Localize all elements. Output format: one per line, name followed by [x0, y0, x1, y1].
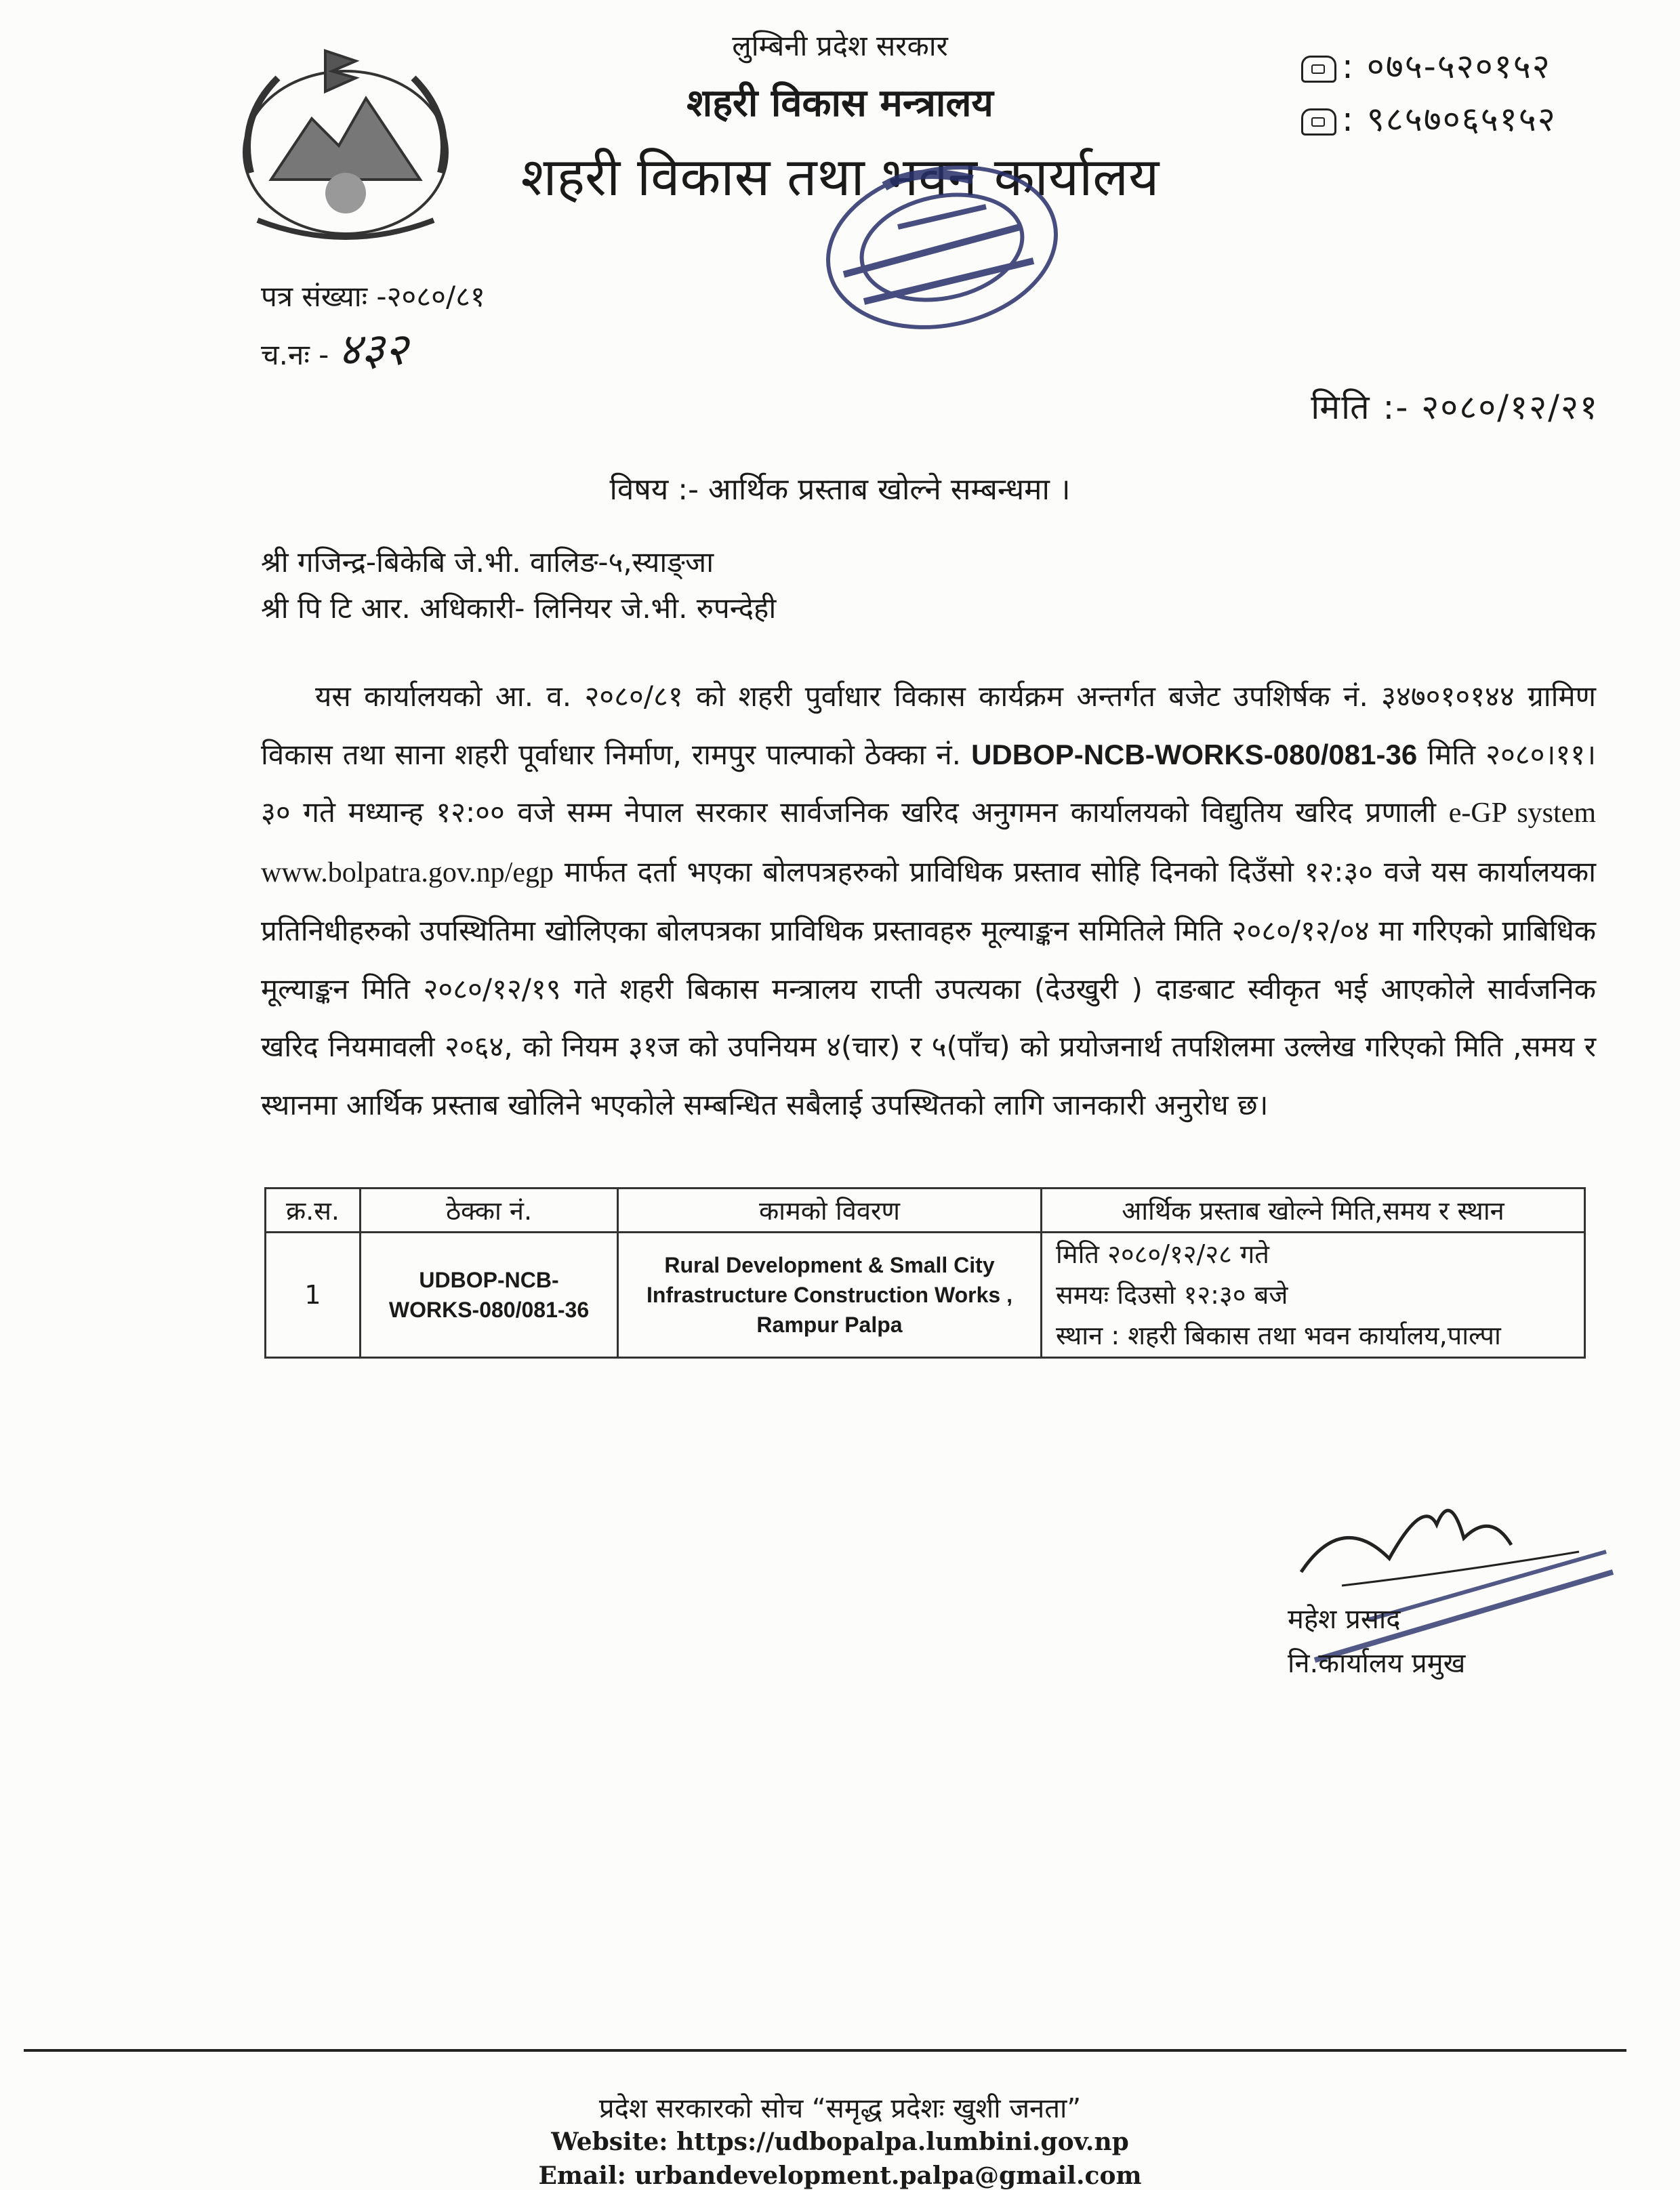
phone-number: ०७५-५२०१५२ [1366, 47, 1551, 86]
phone-line-2: : ९८५७०६५१५२ [1301, 95, 1557, 141]
column-header: आर्थिक प्रस्ताब खोल्ने मिति,समय र स्थान [1042, 1189, 1585, 1233]
body-paragraph: यस कार्यालयको आ. व. २०८०/८१ को शहरी पुर्वाधार विकास कार्यक्रम अन्तर्गत बजेट उपशिर्षक नं. ३४७०१०१४४ ग्रामिण विकास तथा साना शहरी पूर्वाधार निर्माण, रामपुर पाल्पाको ठेक्का नं. UDBOP-NCB-WORKS-080/081-36 मिति २०८०।११।३० गते मध्यान्ह १२:०० वजे सम्म नेपाल सरकार सार्वजनिक खरिद अनुगमन कार्यालयको विद्युतिय खरिद प्रणाली e-GP system www.bolpatra.gov.np/egp मार्फत दर्ता भएका बोलपत्रहरुको प्राविधिक प्रस्ताव सोहि दिनको दिउँसो १२:३० वजे यस कार्यालयका प्रतिनिधीहरुको उपस्थितिमा खोलिएका बोलपत्रका प्राविधिक प्रस्तावहरु मूल्याङ्कन समितिले मिति २०८०/१२/०४ मा गरिएको प्राबिधिक मूल्याङ्कन मिति २०८०/१२/१९ गते शहरी बिकास मन्त्रालय राप्ती उपत्यका (देउखुरी ) दाङबाट स्वीकृत भई आएकोले सार्वजनिक खरिद नियमावली २०६४, को नियम ३१ज को उपनियम ४(चार) र ५(पाँच) को प्रयोजनार्थ तपशिलमा उल्लेख गरिएको मिति ,समय र स्थानमा आर्थिक प्रस्ताब खोलिने भएकोले सम्बन्धित सबैलाई उपस्थितको लागि जानकारी अनुरोध छ। [261, 680, 1597, 1121]
contract-number: UDBOP-NCB-WORKS-080/081-36 [971, 738, 1418, 770]
telephone-icon [1301, 108, 1336, 136]
table-header-row [266, 1189, 1585, 1233]
egp-system-link[interactable]: e-GP system www.bolpatra.gov.np/egp [261, 798, 1597, 888]
dispatch-number-line: च.नः - ४३२ [261, 323, 408, 375]
signatory-name: महेश प्रसाद [1288, 1604, 1401, 1635]
ministry-heading: शहरी विकास मन्त्रालय [687, 81, 993, 125]
subject-text: आर्थिक प्रस्ताब खोल्ने सम्बन्धमा । [708, 472, 1071, 507]
office-stamp-icon [817, 159, 1067, 335]
serial-cell: 1 [266, 1233, 361, 1358]
letter-number: २०८०/८१ [386, 280, 485, 313]
phone-line-1: : ०७५-५२०१५२ [1301, 42, 1551, 88]
opening-place: स्थान : शहरी बिकास तथा भवन कार्यालय,पाल्पा [1056, 1321, 1501, 1350]
footer-website[interactable]: Website: https://udbopalpa.lumbini.gov.np [551, 2128, 1129, 2156]
office-heading: शहरी विकास तथा भवन कार्यालय [520, 147, 1160, 208]
opening-time: समयः दिउसो १२:३० बजे [1056, 1280, 1288, 1310]
footer-divider [24, 2049, 1626, 2052]
column-header: ठेक्का नं. [361, 1189, 618, 1233]
schedule-cell [1042, 1233, 1585, 1358]
schedule-table [264, 1187, 1586, 1359]
mobile-number: ९८५७०६५१५२ [1366, 100, 1557, 139]
contract-cell: UDBOP-NCB-WORKS-080/081-36 [361, 1233, 618, 1358]
opening-date: मिति २०८०/१२/२८ गते [1056, 1239, 1269, 1269]
column-header: कामको विवरण [618, 1189, 1042, 1233]
province-government-heading: लुम्बिनी प्रदेश सरकार [732, 29, 948, 62]
dispatch-number: ४३२ [337, 323, 408, 375]
recipient-1: श्री गजिन्द्र-बिकेबि जे.भी. वालिङ-५,स्याङ्जा [261, 545, 714, 579]
description-cell: Rural Development & Small City Infrastructure Construction Works , Rampur Palpa [618, 1233, 1042, 1358]
subject-line: विषय :- आर्थिक प्रस्ताब खोल्ने सम्बन्धमा । [609, 472, 1071, 507]
footer-email[interactable]: Email: urbandevelopment.palpa@gmail.com [538, 2162, 1142, 2190]
table-row [266, 1233, 1585, 1358]
recipient-2: श्री पि टि आर. अधिकारी- लिनियर जे.भी. रुपन्देही [261, 592, 777, 625]
date-value: २०८०/१२/२१ [1421, 388, 1599, 427]
letter-date: मिति :- २०८०/१२/२१ [1311, 388, 1599, 427]
column-header: क्र.स. [266, 1189, 361, 1233]
telephone-icon [1301, 56, 1336, 83]
footer-slogan: प्रदेश सरकारको सोच “समृद्ध प्रदेशः खुशी जनता” [598, 2093, 1082, 2124]
letter-number-line: पत्र संख्याः -२०८०/८१ [261, 280, 485, 313]
signatory-title: नि.कार्यालय प्रमुख [1288, 1648, 1466, 1679]
